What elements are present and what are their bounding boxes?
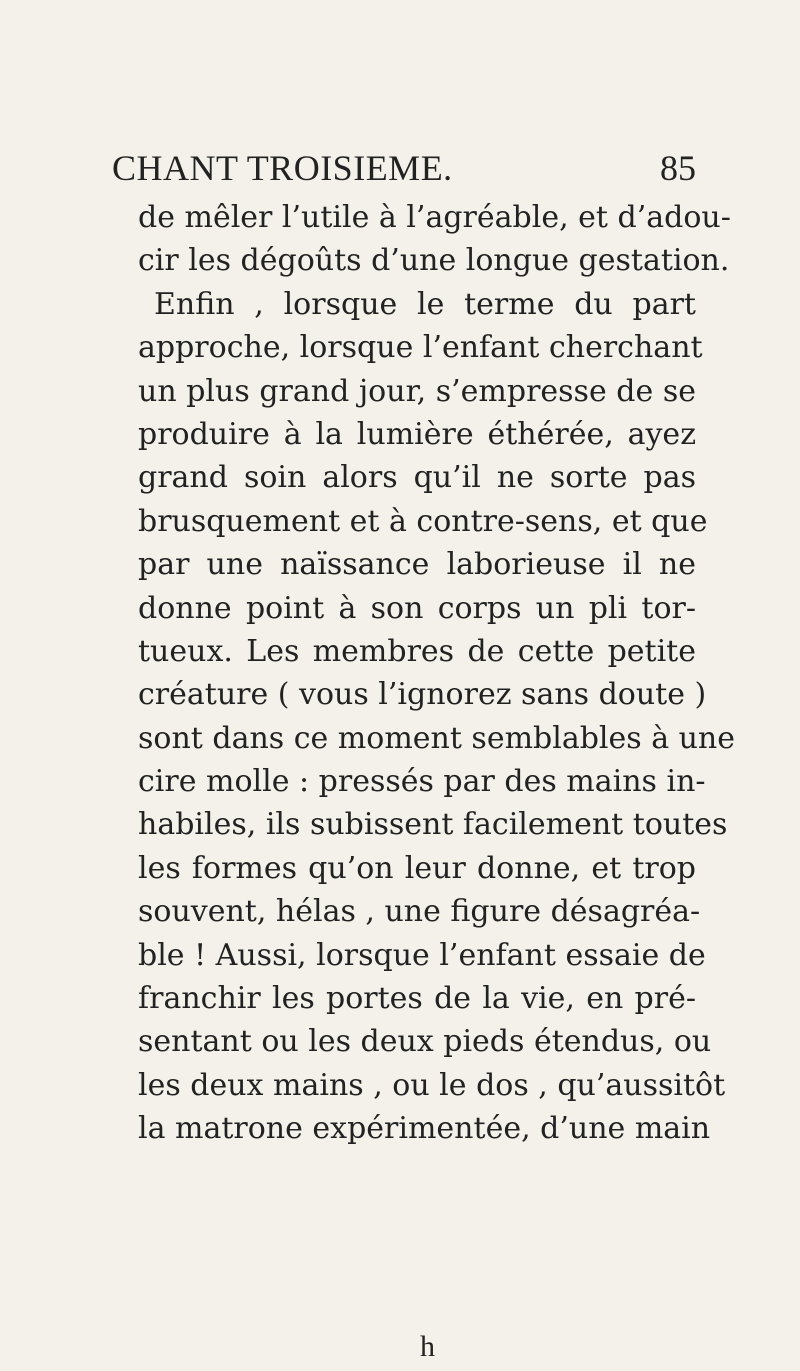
text-line: par une naïssance laborieuse il ne — [138, 547, 696, 583]
text-line: tueux. Les membres de cette petite — [138, 633, 696, 669]
running-head — [112, 146, 696, 190]
text-line: sentant ou les deux pieds étendus, ou — [138, 1024, 712, 1060]
text-line: ble ! Aussi, lorsque l’enfant essaie de — [138, 937, 706, 973]
text-line: brusquement et à contre-sens, et que — [138, 503, 708, 539]
text-line: de mêler l’utile à l’agréable, et d’adou- — [138, 200, 731, 235]
body-text — [138, 196, 736, 1151]
text-line: grand soin alors qu’il ne sorte pas — [138, 460, 696, 496]
text-line: cir les dégoûts d’une longue gestation. — [138, 243, 730, 279]
text-line: la matrone expérimentée, d’une main — [138, 1111, 711, 1147]
text-line: franchir les portes de la vie, en pré- — [138, 981, 696, 1017]
text-line: les formes qu’on leur donne, et trop — [138, 850, 696, 886]
text-line: un plus grand jour, s’empresse de se — [138, 373, 696, 409]
text-line: créature ( vous l’ignorez sans doute ) — [138, 677, 707, 713]
running-title: CHANT TROISIEME. — [112, 148, 453, 188]
text-line: Enfin , lorsque le terme du part — [154, 286, 696, 322]
page-number: 85 — [660, 148, 696, 188]
text-line: habiles, ils subissent facilement toutes — [138, 807, 728, 843]
text-line: cire molle : pressés par des mains in- — [138, 764, 706, 800]
text-line: donne point à son corps un pli tor- — [138, 590, 696, 626]
text-line: souvent, hélas , une figure désagréa- — [138, 894, 701, 930]
text-line: approche, lorsque l’enfant cherchant — [138, 330, 703, 366]
text-line: les deux mains , ou le dos , qu’aussitôt — [138, 1067, 726, 1103]
text-line: produire à la lumière éthérée, ayez — [138, 416, 696, 452]
text-line: sont dans ce moment semblables à une — [138, 720, 736, 756]
signature-mark: h — [420, 1330, 435, 1363]
